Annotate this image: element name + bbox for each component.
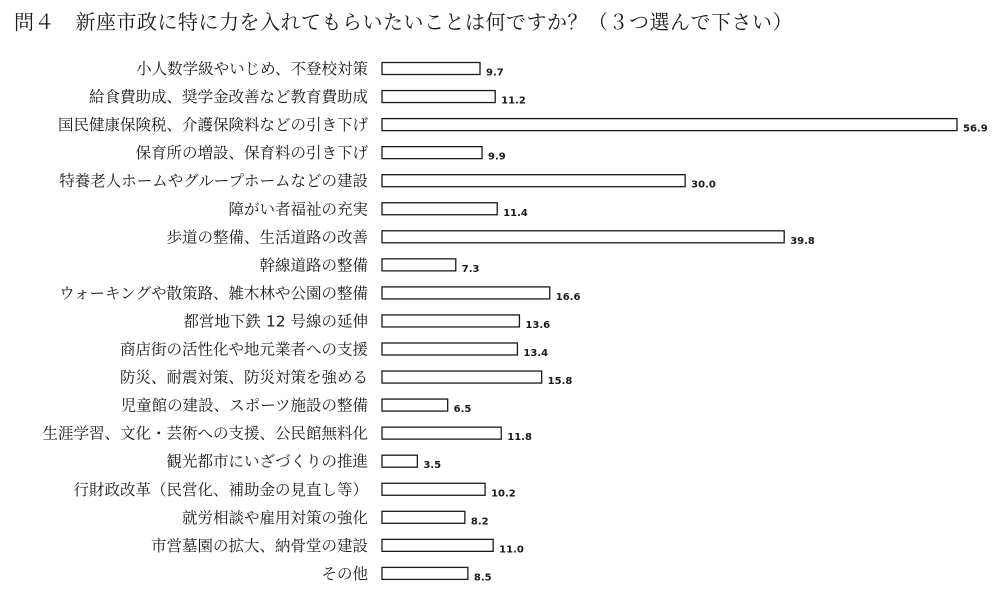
category-label: 幹線道路の整備 <box>259 256 368 275</box>
value-label: 11.2 <box>501 95 526 107</box>
bar <box>382 203 497 215</box>
value-label: 16.6 <box>555 291 581 303</box>
value-label: 8.2 <box>470 516 489 528</box>
bar <box>382 511 465 523</box>
category-label: 防災、耐震対策、防災対策を強める <box>119 368 368 387</box>
value-label: 3.5 <box>423 460 442 472</box>
bar <box>382 63 480 75</box>
value-label: 11.4 <box>503 207 528 219</box>
bar <box>382 91 495 103</box>
value-label: 13.4 <box>523 348 549 359</box>
bar <box>382 455 417 467</box>
value-label: 13.6 <box>525 319 551 331</box>
value-label: 10.2 <box>491 488 516 500</box>
bar <box>382 147 482 159</box>
category-label: 保育所の増設、保育料の引き下げ <box>135 144 368 163</box>
bar <box>382 119 957 131</box>
category-label: 障がい者福祉の充実 <box>228 200 368 219</box>
category-label: 市営墓園の拡大、納骨堂の建設 <box>150 536 368 555</box>
value-label: 11.8 <box>507 432 532 444</box>
category-label: 特養老人ホームやグループホームなどの建設 <box>59 172 368 191</box>
value-label: 11.0 <box>499 544 524 556</box>
value-label: 9.7 <box>486 67 504 79</box>
category-label: ウォーキングや散策路、雑木林や公園の整備 <box>59 284 368 303</box>
chart-title: 問４ 新座市政に特に力を入れてもらいたいことは何ですか？（３つ選んで下さい） <box>14 10 793 34</box>
bar <box>382 287 550 299</box>
bar <box>382 371 542 383</box>
bar <box>382 343 517 355</box>
bar <box>382 427 501 439</box>
bar <box>382 483 485 495</box>
category-label: 観光都市にいざづくりの推進 <box>166 452 368 471</box>
bar <box>382 567 468 579</box>
bar <box>382 399 448 411</box>
bar <box>382 315 519 327</box>
bar <box>382 259 456 271</box>
category-label: 行財政改革（民営化、補助金の見直し等） <box>73 480 368 499</box>
category-label: その他 <box>321 564 368 583</box>
category-label: 都営地下鉄 12 号線の延伸 <box>183 312 368 331</box>
bar <box>382 231 784 243</box>
value-label: 39.8 <box>790 235 815 247</box>
category-label: 給食費助成、奨学金改善など教育費助成 <box>88 88 368 107</box>
value-label: 6.5 <box>453 404 472 416</box>
category-label: 商店街の活性化や地元業者への支援 <box>119 340 368 359</box>
value-label: 7.3 <box>461 263 480 275</box>
category-label: 小人数学級やいじめ、不登校対策 <box>136 60 368 78</box>
value-label: 30.0 <box>691 179 716 191</box>
category-label: 児童館の建設、スポーツ施設の整備 <box>120 396 368 415</box>
category-label: 就労相談や雇用対策の強化 <box>181 508 368 527</box>
category-label: 国民健康保険税、介護保険料などの引き下げ <box>57 116 368 135</box>
bar <box>382 175 685 187</box>
value-label: 56.9 <box>963 123 988 135</box>
value-label: 15.8 <box>547 376 573 388</box>
value-label: 8.5 <box>473 572 492 584</box>
value-label: 9.9 <box>488 151 506 163</box>
category-labels <box>42 60 368 583</box>
category-label: 歩道の整備、生活道路の改善 <box>166 228 368 247</box>
bar <box>382 539 493 551</box>
bars <box>382 63 957 580</box>
category-label: 生涯学習、文化・芸術への支援、公民館無料化 <box>42 424 368 443</box>
